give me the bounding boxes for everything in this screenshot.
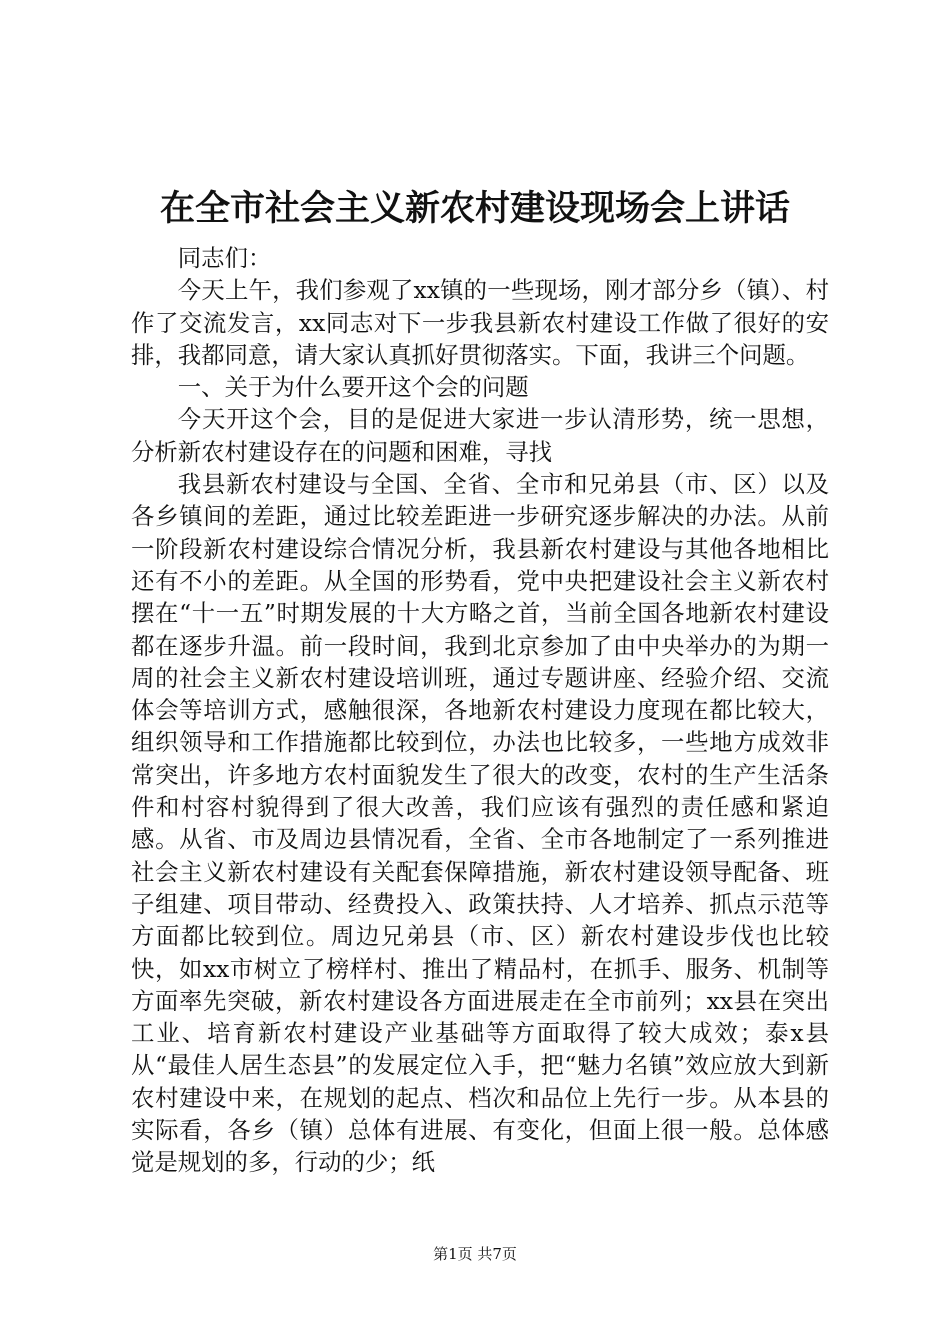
body-paragraph: 今天上午，我们参观了xx镇的一些现场，刚才部分乡（镇）、村作了交流发言，xx同志对下一步我县新农村建设工作做了很好的安排，我都同意，请大家认真抓好贯彻落实。下面，我讲三个问题。 <box>131 276 829 369</box>
document-title: 在全市社会主义新农村建设现场会上讲话 <box>159 188 790 229</box>
section-heading: 一、关于为什么要开这个会的问题 <box>177 373 529 402</box>
salutation: 同志们： <box>177 244 272 272</box>
body-paragraph: 我县新农村建设与全国、全省、全市和兄弟县（市、区）以及各乡镇间的差距，通过比较差距进一步研究逐步解决的办法。从前一阶段新农村建设综合情况分析，我县新农村建设与其他各地相比还有不小的差距。从全国的形势看，党中央把建设社会主义新农村摆在“十一五”时期发展的十大方略之首，当前全国各地新农村建设都在逐步升温。前一段时间，我到北京参加了由中央举办的为期一周的社会主义新农村建设培训班，通过专题讲座、经验介绍、交流体会等培训方式，感触很深，各地新农村建设力度现在都比较大，组织领导和工作措施都比较到位，办法也比较多，一些地方成效非常突出，许多地方农村面貌发生了很大的改变，农村的生产生活条件和村容村貌得到了很大改善，我们应该有强烈的责任感和紧迫感。从省、市及周边县情况看，全省、全市各地制定了一系列推进社会主义新农村建设有关配套保障措施，新农村建设领导配备、班子组建、项目带动、经费投入、政策扶持、人才培养、抓点示范等方面都比较到位。周边兄弟县（市、区）新农村建设步伐也比较快，如xx市树立了榜样村、推出了精品村，在抓手、服务、机制等方面率先突破，新农村建设各方面进展走在全市前列；xx县在突出工业、培育新农村建设产业基础等方面取得了较大成效；泰x县从“最佳人居生态县”的发展定位入手，把“魅力名镇”效应放大到新农村建设中来，在规划的起点、档次和品位上先行一步。从本县的实际看，各乡（镇）总体有进展、有变化，但面上很一般。总体感觉是规划的多，行动的少；纸 <box>131 470 829 1177</box>
document-body <box>131 242 829 1179</box>
page-footer: 第1页 共7页 <box>433 1245 517 1263</box>
body-paragraph: 今天开这个会，目的是促进大家进一步认清形势，统一思想，分析新农村建设存在的问题和困难，寻找 <box>131 405 829 466</box>
